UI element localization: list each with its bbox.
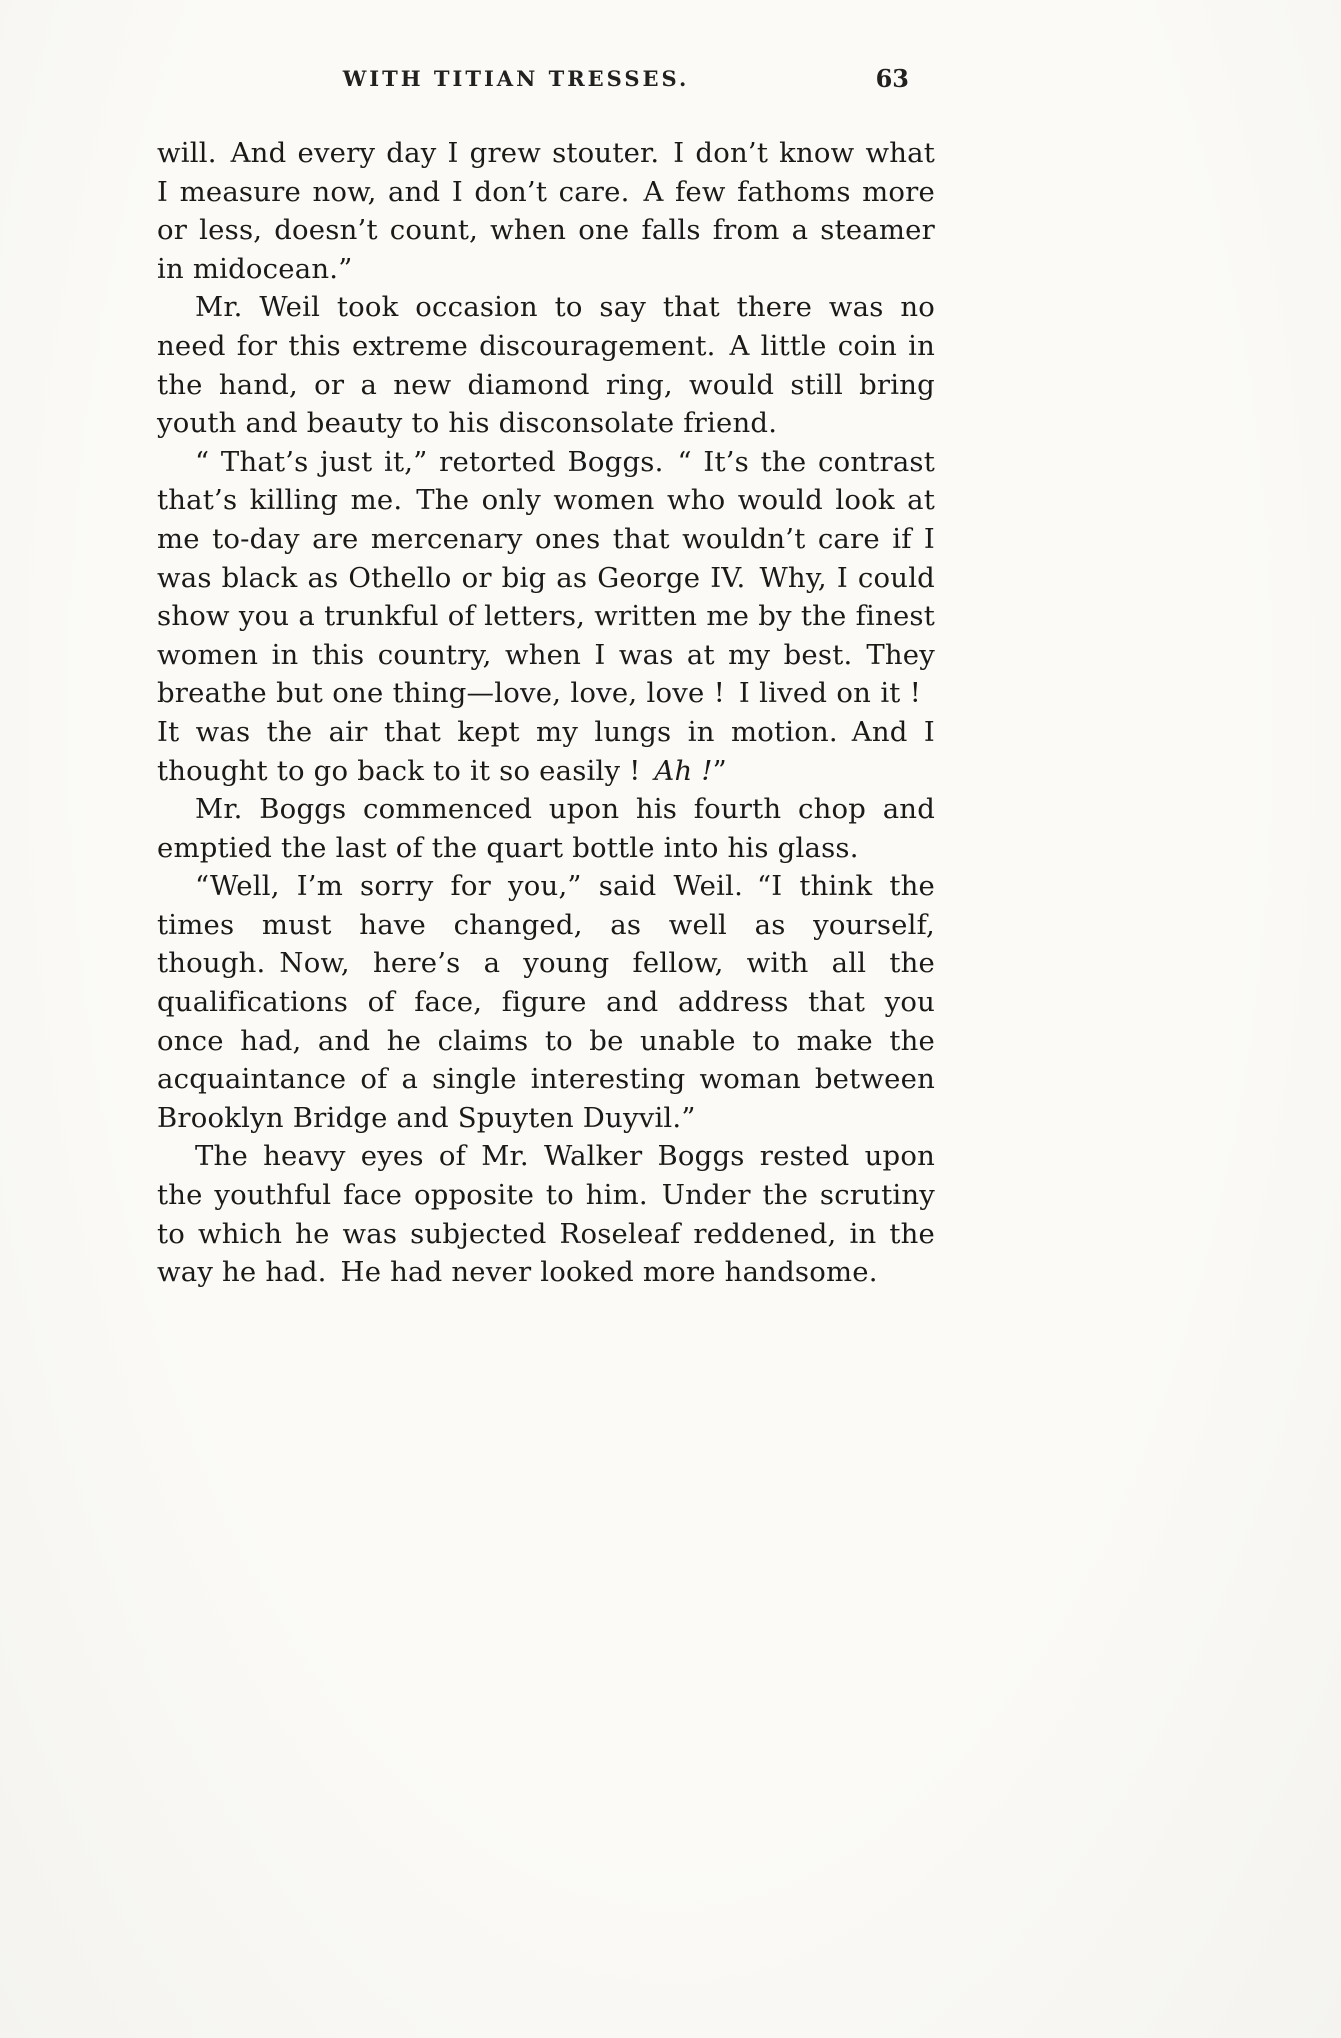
paragraph	[157, 288, 935, 442]
text-run: ”	[712, 754, 727, 787]
page-header	[157, 66, 935, 106]
paragraph	[157, 1137, 935, 1291]
italic-text-run: Ah !	[654, 754, 713, 787]
text-block	[157, 66, 935, 1292]
paragraph	[157, 443, 935, 790]
text-run: will. And every day I grew stouter. I don’t know what I measure now, and I don’t care. A few fathoms more or less, doesn’t count, when one falls from a steamer in midocean.”	[157, 137, 935, 285]
text-run: Mr. Boggs commenced upon his fourth chop and emptied the last of the quart bottle into his glass.	[157, 793, 935, 864]
text-run: The heavy eyes of Mr. Walker Boggs rested upon the youthful face opposite to him. Under the scrutiny to which he was subjected Roseleaf reddened, in the way he had. He had never looked more handsome.	[157, 1140, 935, 1289]
paragraph	[157, 790, 935, 867]
paragraph	[157, 867, 935, 1137]
running-title: WITH TITIAN TRESSES.	[342, 66, 690, 91]
text-run: “Well, I’m sorry for you,” said Weil. “I think the times must have changed, as well as yourself, though. Now, here’s a young fellow, with all the qualifications of face, figure and address that you once had, and he claims to be unable to make the acquaintance of a single interesting woman between Brooklyn Bridge and Spuyten Duyvil.”	[157, 870, 935, 1134]
page-body	[157, 134, 935, 1292]
text-run: Mr. Weil took occasion to say that there was no need for this extreme discouragement. A little coin in the hand, or a new diamond ring, would still bring youth and beauty to his disconsolate friend.	[157, 291, 935, 440]
text-run: “ That’s just it,” retorted Boggs. “ It’s the contrast that’s killing me. The only women who would look at me to-day are mercenary ones that wouldn’t care if I was black as Othello or big as George IV. Why, I could show you a trunkful of letters, written me by the finest women in this country, when I was at my best. They breathe but one thing—love, love, love ! I lived on it ! It was the air that kept my lungs in motion. And I thought to go back to it so easily !	[157, 445, 935, 787]
page-number: 63	[875, 64, 909, 93]
paragraph	[157, 134, 935, 288]
